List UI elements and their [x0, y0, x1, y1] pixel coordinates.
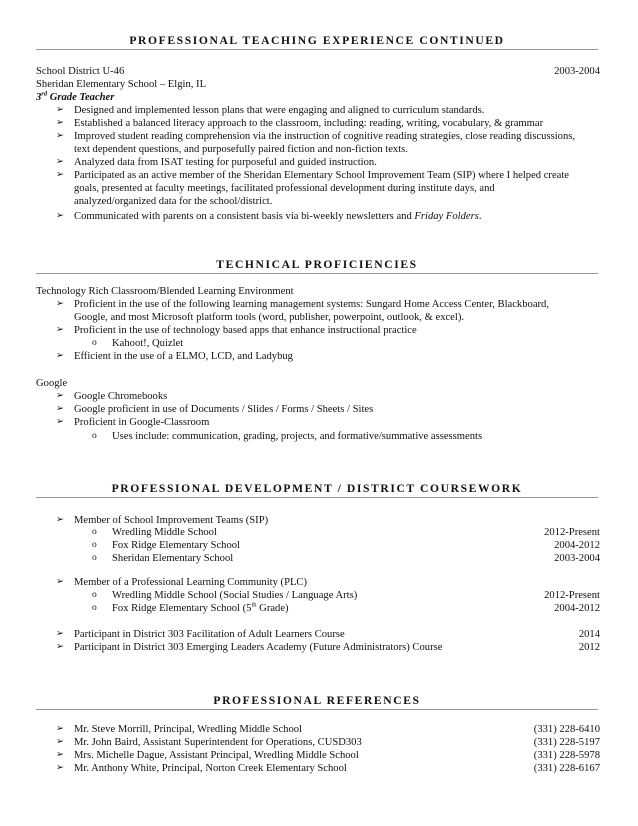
duty-bullet: Analyzed data from ISAT testing for purposeful and guided instruction. [74, 157, 377, 168]
plc-school: Fox Ridge Elementary School (5th Grade) [112, 601, 289, 614]
duty-bullet: Designed and implemented lesson plans that were engaging and aligned to curriculum standards. [74, 105, 485, 116]
dev-bullet: Member of a Professional Learning Community (PLC) [74, 577, 308, 588]
duty-bullet-continued: analyzed/organized data for the school/district. [74, 196, 273, 207]
sip-dates: 2004-2012 [554, 540, 600, 551]
bullet-arrow-icon: ➢ [56, 157, 64, 167]
bullet-arrow-icon: ➢ [56, 391, 64, 401]
skill-bullet: Proficient in Google-Classroom [74, 417, 210, 428]
bullet-arrow-icon: ➢ [56, 325, 64, 335]
reference-name: Mr. Anthony White, Principal, Norton Creek Elementary School [74, 763, 347, 774]
plc-dates: 2012-Present [544, 590, 600, 601]
reference-name: Mrs. Michelle Dague, Assistant Principal, Wredling Middle School [74, 750, 359, 761]
section-title-teaching: PROFESSIONAL TEACHING EXPERIENCE CONTINUED [129, 34, 505, 47]
section-divider [36, 497, 598, 498]
section-title-technical: TECHNICAL PROFICIENCIES [216, 258, 418, 271]
reference-phone: (331) 228-6167 [533, 763, 600, 774]
bullet-arrow-icon: ➢ [56, 118, 64, 128]
bullet-arrow-icon: ➢ [56, 763, 64, 773]
sub-bullet-circle-icon: o [92, 431, 97, 441]
school-name: Sheridan Elementary School – Elgin, IL [36, 79, 207, 90]
sip-school: Fox Ridge Elementary School [112, 540, 240, 551]
bullet-arrow-icon: ➢ [56, 577, 64, 587]
bullet-arrow-icon: ➢ [56, 299, 64, 309]
bullet-arrow-icon: ➢ [56, 131, 64, 141]
duty-bullet-continued: text dependent questions, and purposefully paired fiction and non-fiction texts. [74, 144, 408, 155]
course-year: 2012 [578, 642, 600, 653]
skill-bullet: Efficient in the use of a ELMO, LCD, and Ladybug [74, 351, 293, 362]
reference-name: Mr. Steve Morrill, Principal, Wredling Middle School [74, 724, 303, 735]
course-bullet: Participant in District 303 Facilitation of Adult Learners Course [74, 629, 345, 640]
sub-bullet-circle-icon: o [92, 553, 97, 563]
reference-phone: (331) 228-5197 [533, 737, 600, 748]
section-divider [36, 273, 598, 274]
bullet-arrow-icon: ➢ [56, 724, 64, 734]
skill-bullet: Proficient in the use of the following learning management systems: Sungard Home Access Center, Blackboard, [74, 299, 550, 310]
skill-bullet: Google Chromebooks [74, 391, 168, 402]
sub-bullet-circle-icon: o [92, 338, 97, 348]
bullet-arrow-icon: ➢ [56, 170, 64, 180]
section-divider [36, 709, 598, 710]
skill-group-heading: Technology Rich Classroom/Blended Learning Environment [36, 286, 294, 297]
reference-name: Mr. John Baird, Assistant Superintendent for Operations, CUSD303 [74, 737, 362, 748]
bullet-arrow-icon: ➢ [56, 515, 64, 525]
bullet-arrow-icon: ➢ [56, 737, 64, 747]
bullet-arrow-icon: ➢ [56, 211, 64, 221]
course-year: 2014 [578, 629, 600, 640]
course-bullet: Participant in District 303 Emerging Leaders Academy (Future Administrators) Course [74, 642, 443, 653]
sip-dates: 2003-2004 [554, 553, 600, 564]
employment-dates: 2003-2004 [554, 66, 600, 77]
plc-dates: 2004-2012 [554, 603, 600, 614]
bullet-arrow-icon: ➢ [56, 105, 64, 115]
skill-bullet: Google proficient in use of Documents / Slides / Forms / Sheets / Sites [74, 404, 374, 415]
bullet-arrow-icon: ➢ [56, 629, 64, 639]
bullet-arrow-icon: ➢ [56, 642, 64, 652]
skill-sub-bullet: Uses include: communication, grading, projects, and formative/summative assessments [112, 431, 483, 442]
plc-school: Wredling Middle School (Social Studies / Language Arts) [112, 590, 358, 601]
section-title-development: PROFESSIONAL DEVELOPMENT / DISTRICT COURSEWORK [111, 482, 523, 495]
bullet-arrow-icon: ➢ [56, 351, 64, 361]
employer-district: School District U-46 [36, 66, 125, 77]
duty-bullet: Communicated with parents on a consistent basis via bi-weekly newsletters and Friday Folders. [74, 211, 482, 222]
skill-group-heading: Google [36, 378, 68, 389]
sub-bullet-circle-icon: o [92, 603, 97, 613]
duty-bullet: Participated as an active member of the Sheridan Elementary School Improvement Team (SIP) where I helped create [74, 170, 570, 181]
duty-bullet: Improved student reading comprehension via the instruction of cognitive reading strategies, close reading discussions, [74, 131, 576, 142]
sip-school: Wredling Middle School [112, 527, 217, 538]
section-divider [36, 49, 598, 50]
sip-dates: 2012-Present [544, 527, 600, 538]
bullet-arrow-icon: ➢ [56, 750, 64, 760]
job-title: 3rd Grade Teacher [36, 90, 115, 103]
skill-sub-bullet: Kahoot!, Quizlet [112, 338, 184, 349]
duty-bullet: Established a balanced literacy approach to the classroom, including: reading, writing, vocabulary, & grammar [74, 118, 544, 129]
sub-bullet-circle-icon: o [92, 590, 97, 600]
bullet-arrow-icon: ➢ [56, 417, 64, 427]
sip-school: Sheridan Elementary School [112, 553, 234, 564]
reference-phone: (331) 228-5978 [533, 750, 600, 761]
dev-bullet: Member of School Improvement Teams (SIP) [74, 515, 269, 526]
reference-phone: (331) 228-6410 [533, 724, 600, 735]
skill-bullet-continued: Google, and most Microsoft platform tools (word, publisher, powerpoint, outlook, & excel). [74, 312, 465, 323]
section-title-references: PROFESSIONAL REFERENCES [213, 694, 421, 707]
sub-bullet-circle-icon: o [92, 540, 97, 550]
duty-bullet-continued: goals, presented at faculty meetings, facilitated professional development during institute days, and [74, 183, 495, 194]
sub-bullet-circle-icon: o [92, 527, 97, 537]
bullet-arrow-icon: ➢ [56, 404, 64, 414]
skill-bullet: Proficient in the use of technology based apps that enhance instructional practice [74, 325, 417, 336]
